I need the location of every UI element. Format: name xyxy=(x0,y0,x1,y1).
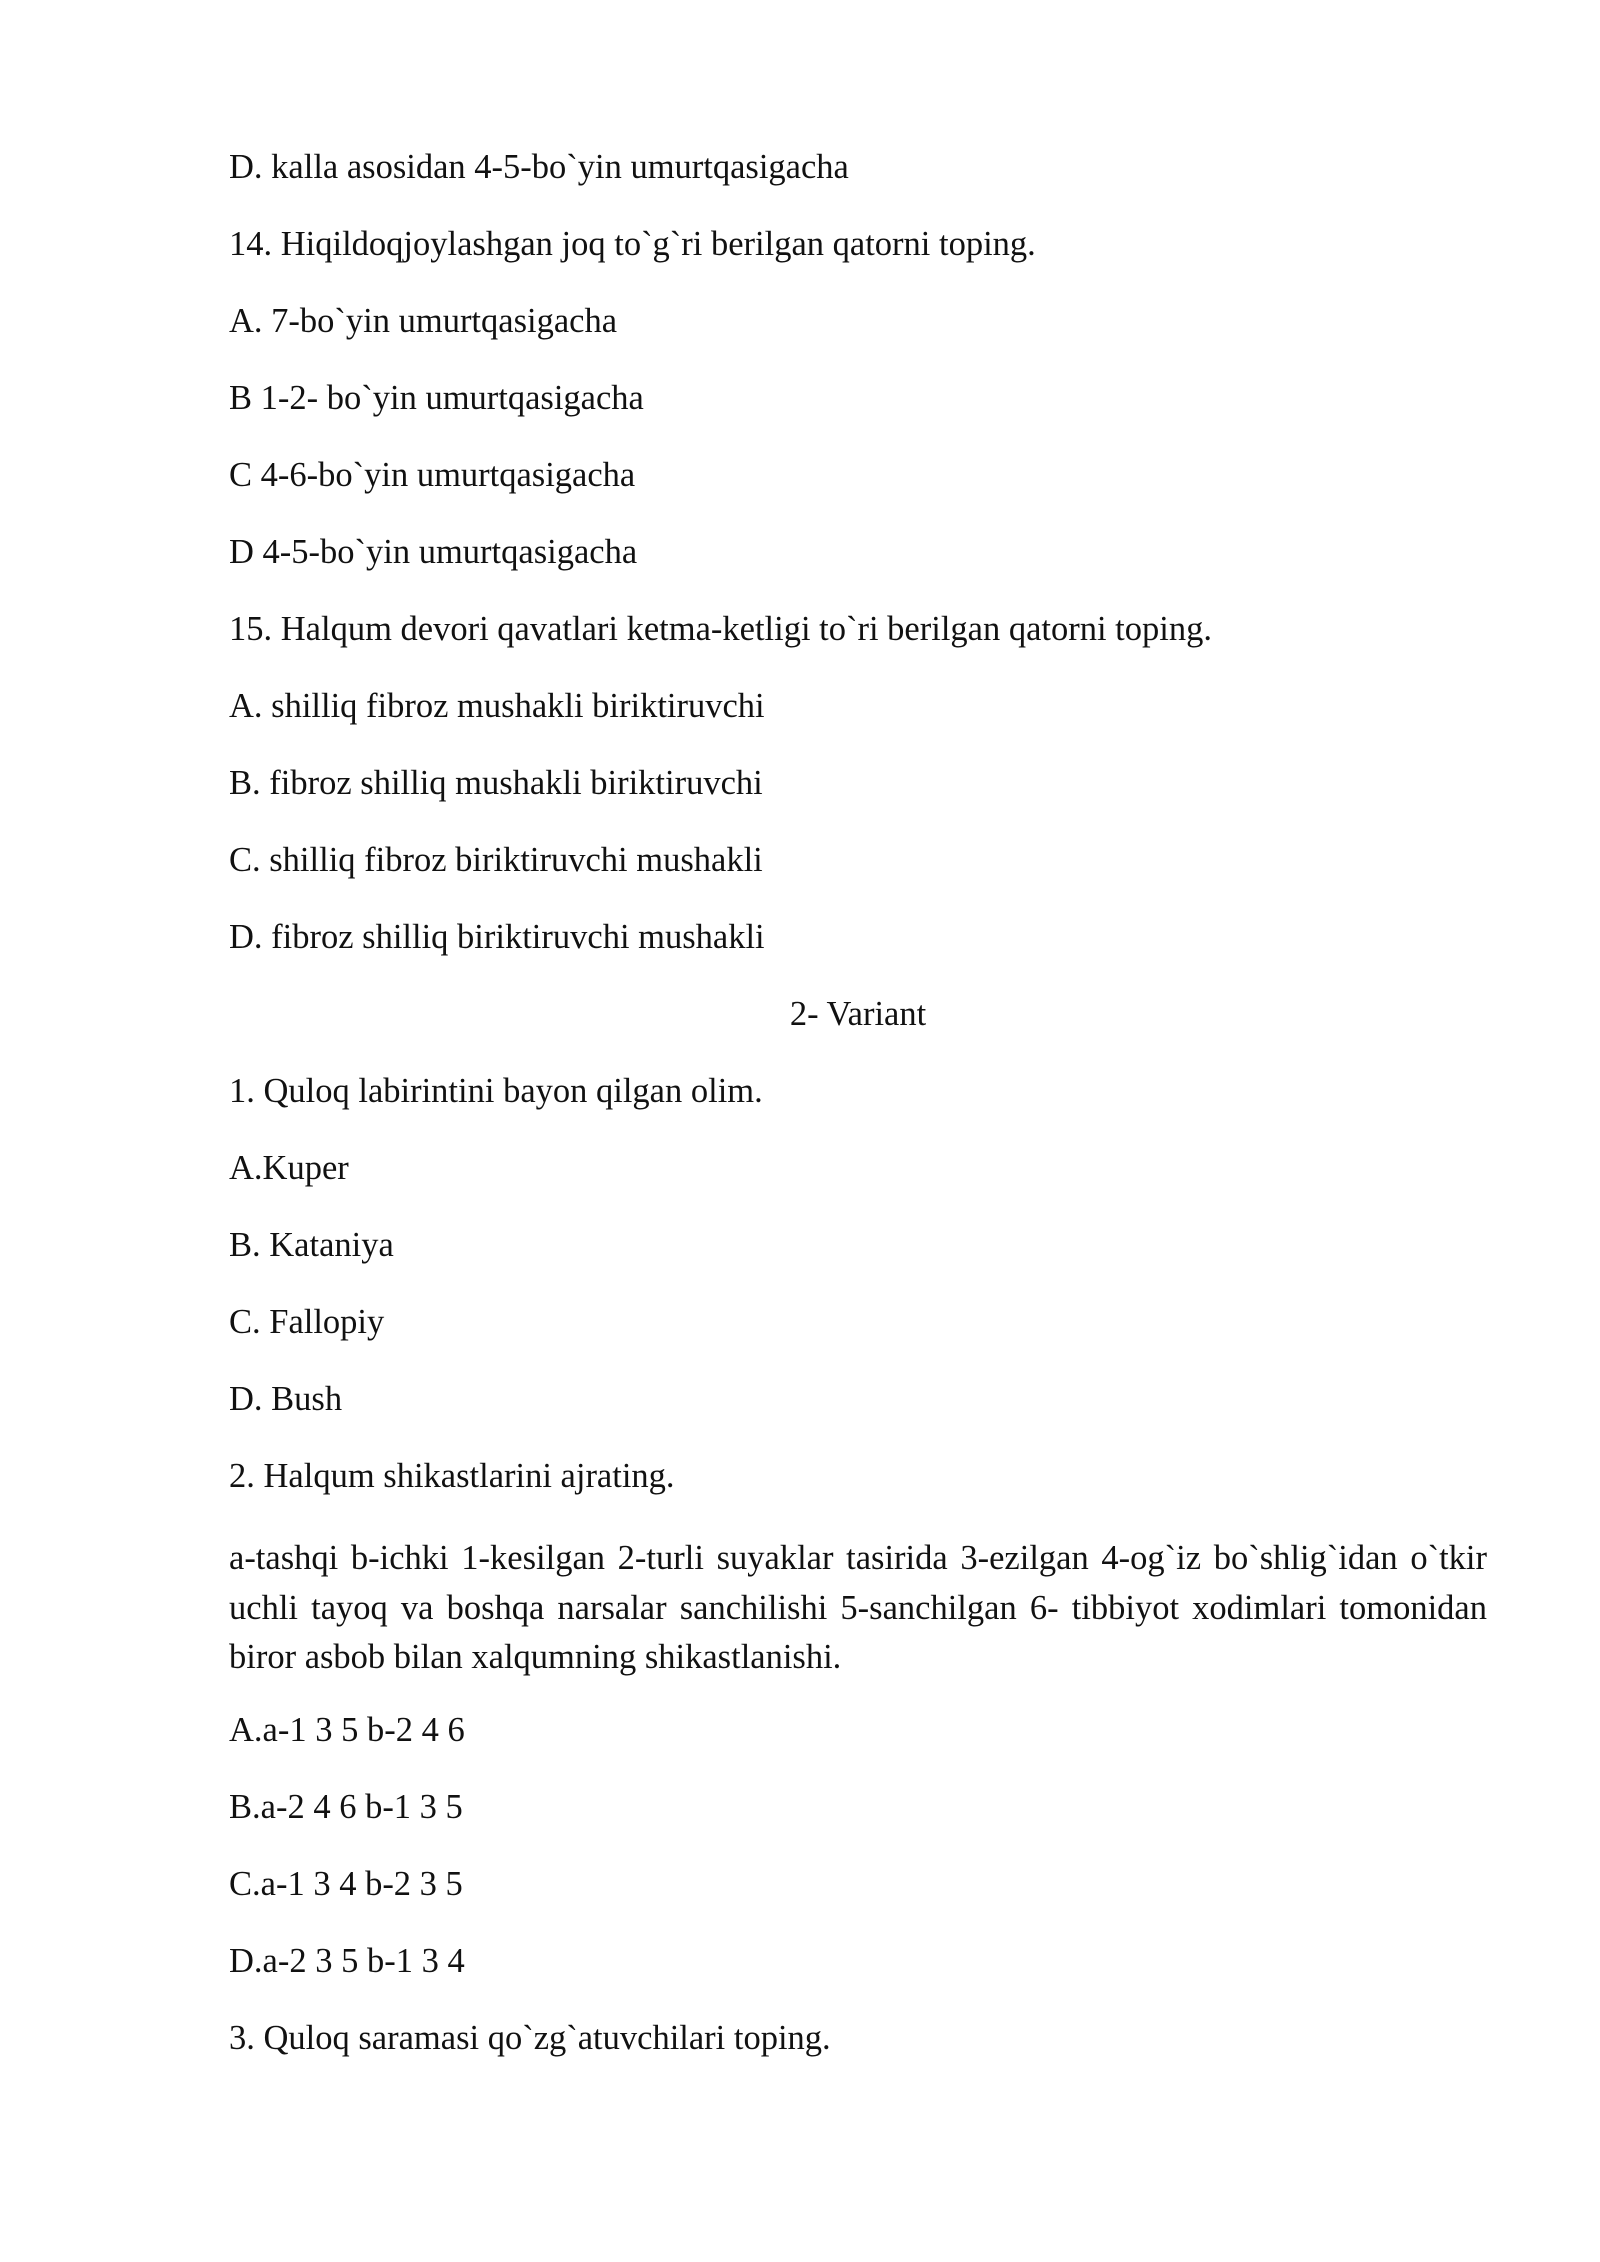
answer-option: A. 7-bo`yin umurtqasigacha xyxy=(229,302,618,340)
answer-option: B. Kataniya xyxy=(229,1226,394,1264)
question-text: 14. Hiqildoqjoylashgan joq to`g`ri berilgan qatorni toping. xyxy=(229,225,1036,263)
answer-option: C 4-6-bo`yin umurtqasigacha xyxy=(229,456,636,494)
question-text: 1. Quloq labirintini bayon qilgan olim. xyxy=(229,1072,763,1110)
question-text: 3. Quloq saramasi qo`zg`atuvchilari toping. xyxy=(229,2018,831,2057)
question-text: 2. Halqum shikastlarini ajrating. xyxy=(229,1457,675,1495)
question-text: 15. Halqum devori qavatlari ketma-ketligi to`ri berilgan qatorni toping. xyxy=(229,610,1212,648)
variant-heading: 2- Variant xyxy=(789,995,927,1033)
answer-option: D. Bush xyxy=(229,1380,343,1418)
answer-option: B.a-2 4 6 b-1 3 5 xyxy=(229,1787,463,1826)
answer-option: C. shilliq fibroz biriktiruvchi mushakli xyxy=(229,841,763,879)
answer-option: A.Kuper xyxy=(229,1149,349,1187)
answer-option: B. fibroz shilliq mushakli biriktiruvchi xyxy=(229,764,763,802)
answer-option: C.a-1 3 4 b-2 3 5 xyxy=(229,1864,463,1903)
answer-option: D.a-2 3 5 b-1 3 4 xyxy=(229,1941,465,1980)
document-page xyxy=(229,148,1487,2096)
answer-option: D. kalla asosidan 4-5-bo`yin umurtqasigacha xyxy=(229,148,849,186)
answer-option: D 4-5-bo`yin umurtqasigacha xyxy=(229,533,638,571)
answer-option: C. Fallopiy xyxy=(229,1303,385,1341)
answer-option: A. shilliq fibroz mushakli biriktiruvchi xyxy=(229,687,765,725)
answer-option: D. fibroz shilliq biriktiruvchi mushakli xyxy=(229,918,765,956)
answer-option: B 1-2- bo`yin umurtqasigacha xyxy=(229,379,644,417)
question-paragraph: a-tashqi b-ichki 1-kesilgan 2-turli suyaklar tasirida 3-ezilgan 4-og`iz bo`shlig`idan o`tkir uchli tayoq va boshqa narsalar sanchilishi 5-sanchilgan 6- tibbiyot xodimlari tomonidan biror asbob bilan xalqumning shikastlanishi. xyxy=(229,1539,1487,1676)
answer-option: A.a-1 3 5 b-2 4 6 xyxy=(229,1710,465,1749)
